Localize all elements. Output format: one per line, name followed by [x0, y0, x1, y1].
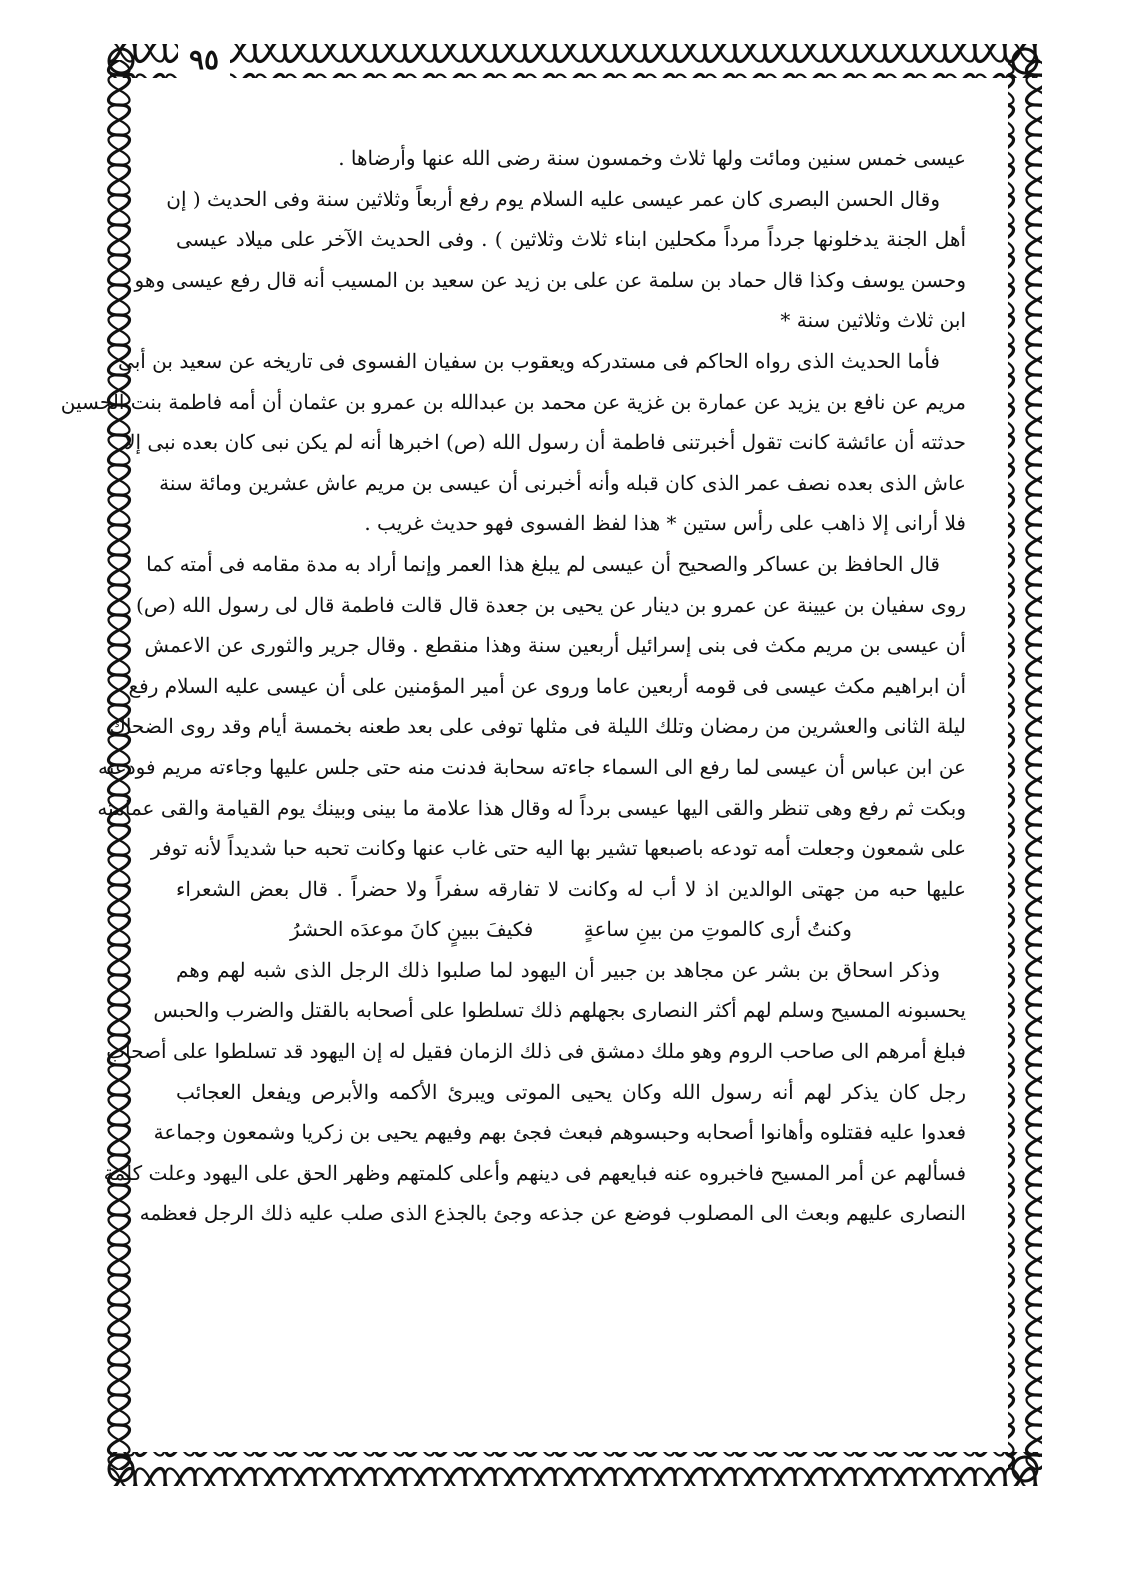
text-line: عن ابن عباس أن عيسى لما رفع الى السماء جاءته سحابة فدنت منه حتى جلس عليها وجاءته مريم فودعته: [98, 754, 966, 779]
text-line: فلا أرانى إلا ذاهب على رأس ستين * هذا لفظ الفسوى فهو حديث غريب .: [364, 511, 966, 536]
text-line: النصارى عليهم وبعث الى المصلوب فوضع عن جذعه وجئ بالجذع الذى صلب عليه ذلك الرجل فعظمه: [139, 1201, 966, 1226]
text-line: وبكت ثم رفع وهى تنظر والقى اليها عيسى برداً له وقال هذا علامة ما بينى وبينك يوم القيامة والقى عمامته: [97, 795, 966, 820]
page-number: ٩٥: [178, 42, 230, 78]
text-line: ابن ثلاث وثلاثين سنة *: [780, 308, 966, 333]
text-line: على شمعون وجعلت أمه تودعه باصبعها تشير بها اليه حتى غاب عنها وكانت تحبه حبا شديداً لأنه توفر: [150, 836, 966, 861]
text-line: وحسن يوسف وكذا قال حماد بن سلمة عن على بن زيد عن سعيد بن المسيب أنه قال رفع عيسى وهو: [134, 267, 966, 292]
text-line: قال الحافظ بن عساكر والصحيح أن عيسى لم يبلغ هذا العمر وإنما أراد به مدة مقامه فى أمته كما: [146, 551, 940, 576]
text-line: فسألهم عن أمر المسيح فاخبروه عنه فبايعهم فى دينهم وأعلى كلمتهم وظهر الحق على اليهود وعلت كلمة: [103, 1160, 966, 1185]
text-line: عليها حبه من جهتى الوالدين اذ لا أب له وكانت لا تفارقه سفراً ولا حضراً . قال بعض الشعراء: [176, 876, 966, 901]
verse-first-hemistich: وكنتُ أرى كالموتِ من بينِ ساعةٍ: [583, 917, 852, 942]
text-line: مريم عن نافع بن يزيد عن عمارة بن غزية عن محمد بن عبدالله بن عمرو بن عثمان أن أمه فاطمة بنت الحسين: [60, 389, 966, 414]
text-line: وذكر اسحاق بن بشر عن مجاهد بن جبير أن اليهود لما صلبوا ذلك الرجل الذى شبه لهم وهم: [176, 957, 940, 982]
text-line: ليلة الثانى والعشرين من رمضان وتلك الليلة فى مثلها توفى على بعد طعنه بخمسة أيام وقد روى الضحاك: [109, 714, 966, 739]
text-line: أهل الجنة يدخلونها جرداً مرداً مكحلين ابناء ثلاث وثلاثين ) . وفى الحديث الآخر على ميلاد عيسى: [176, 227, 966, 252]
text-line: فبلغ أمرهم الى صاحب الروم وهو ملك دمشق فى ذلك الزمان فقيل له إن اليهود قد تسلطوا على أصحاب: [106, 1039, 966, 1064]
text-line: فعدوا عليه فقتلوه وأهانوا أصحابه وحبسوهم فبعث فجئ بهم وفيهم يحيى بن زكريا وشمعون وجماعة: [153, 1120, 966, 1145]
text-line: رجل كان يذكر لهم أنه رسول الله وكان يحيى الموتى ويبرئ الأكمه والأبرص ويفعل العجائب: [176, 1079, 966, 1104]
body-text: [60, 138, 966, 1234]
text-line: حدثته أن عائشة كانت تقول أخبرتنى فاطمة أن رسول الله (ص) اخبرها أنه لم يكن نبى كان بعده نبى إلا: [124, 430, 966, 455]
text-line: روى سفيان بن عيينة عن عمرو بن دينار عن يحيى بن جعدة قال قالت فاطمة قال لى رسول الله (ص): [136, 592, 966, 617]
poetry-verse: [176, 909, 966, 950]
text-line: عيسى خمس سنين ومائت ولها ثلاث وخمسون سنة رضى الله عنها وأرضاها .: [338, 146, 966, 170]
text-line: يحسبونه المسيح وسلم لهم أكثر النصارى بجهلهم ذلك تسلطوا على أصحابه بالقتل والضرب والحبس: [153, 998, 966, 1023]
text-line: عاش الذى بعده نصف عمر الذى كان قبله وأنه أخبرنى أن عيسى بن مريم عاش عشرين ومائة سنة: [159, 470, 966, 495]
text-line: فأما الحديث الذى رواه الحاكم فى مستدركه ويعقوب بن سفيان الفسوى فى تاريخه عن سعيد بن أبى: [118, 348, 940, 373]
text-line: أن ابراهيم مكث عيسى فى قومه أربعين عاما وروى عن أمير المؤمنين على أن عيسى عليه السلام رفع: [128, 673, 966, 698]
text-line: أن عيسى بن مريم مكث فى بنى إسرائيل أربعين سنة وهذا منقطع . وقال جرير والثورى عن الاعمش: [144, 633, 966, 658]
text-line: وقال الحسن البصرى كان عمر عيسى عليه السلام يوم رفع أربعاً وثلاثين سنة وفى الحديث ( إن: [166, 186, 940, 211]
verse-second-hemistich: فكيفَ ببينٍ كانَ موعدَه الحشرُ: [290, 917, 534, 942]
